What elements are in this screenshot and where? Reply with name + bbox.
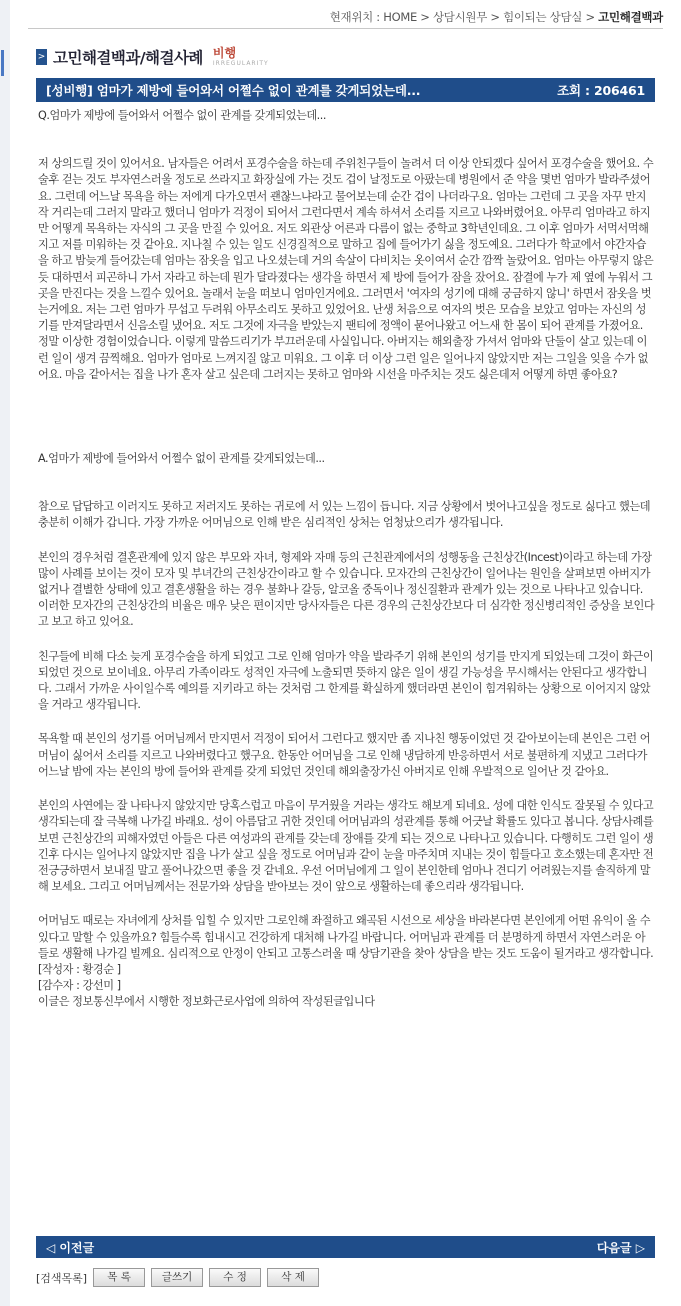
- section-header: [36, 44, 269, 70]
- article-title-bar: [36, 78, 655, 102]
- view-count: 조회 : 206461: [557, 83, 645, 98]
- prev-post-link[interactable]: ◁ 이전글: [46, 1240, 95, 1255]
- breadcrumb-current: 고민해결백과: [598, 10, 663, 24]
- question-heading: Q.엄마가 제방에 들어와서 어쩔수 없이 관계를 갖게되었는데...: [38, 109, 326, 122]
- section-title: 고민해결백과/해결사례: [53, 49, 203, 67]
- list-button[interactable]: 목 록: [93, 1268, 145, 1287]
- writer-credit: [작성자 : 황경순 ]: [38, 962, 121, 976]
- left-sidebar-strip: [0, 0, 10, 1306]
- sidebar-marker: [1, 50, 4, 76]
- answer-paragraph: 친구들에 비해 다소 늦게 포경수술을 하게 되었고 그로 인해 엄마가 약을 발라주기 위해 본인의 성기를 만지게 되었는데 그것이 화근이 되었던 것으로 보이네요. 아무리 가족이라도 성적인 자극에 노출되면 뜻하지 않은 일이 생길 가능성을 무시해서는 안된다고 생각합니다. 그래서 가까운 사이일수록 예의를 지키라고 하는 것처럼 그 한계를 확실하게 했더라면 본인이 힘겨워하는 상황으로 이어지지 않았을 거라고 생각됩니다.: [38, 649, 654, 712]
- reviewer-credit: [감수자 : 강선미 ]: [38, 979, 121, 993]
- breadcrumb-divider: [28, 28, 663, 29]
- category-en: IRREGULARITY: [212, 60, 269, 67]
- search-list-label[interactable]: [검색목록]: [36, 1271, 88, 1285]
- next-post-link[interactable]: 다음글 ▷: [596, 1240, 645, 1255]
- post-nav-bar: [36, 1236, 655, 1258]
- delete-button[interactable]: 삭 제: [267, 1268, 319, 1287]
- answer-paragraph: 본인의 사연에는 잘 나타나지 않았지만 당혹스럽고 마음이 무거웠을 거라는 생각도 해보게 되네요. 성에 대한 인식도 잘못될 수 있다고 생각되는데 잘 극복해 나가길 바래요. 성이 아름답고 귀한 것인데 어머님과의 성관계를 통해 어긋날 확률도 있다고 봅니다. 상담사례를 보면 근친상간의 피해자였던 아들은 다른 여성과의 관계를 갖는데 장애를 갖게 되는 것으로 나타나고 있습니다. 다행히도 그런 일이 생긴후 다시는 일어나지 않았지만 집을 나가 살고 싶을 정도로 어머님과 같이 눈을 마주치며 지내는 것이 힘들다고 호소했는데 혼자만 전전긍긍하면서 보내질 말고 풀어나갔으면 좋을 것 같네요. 우선 어머님에게 그 일이 본인한테 엄마나 견디기 어려웠는지를 솔직하게 말해 보세요. 그리고 어머님께서는 전문가와 상담을 받아보는 것이 앞으로 생활하는데 좋으리라 생각됩니다.: [38, 799, 654, 894]
- breadcrumb: [330, 9, 663, 25]
- action-buttons: [36, 1268, 325, 1287]
- answer-paragraph: 어머님도 때로는 자녀에게 상처를 입힐 수 있지만 그로인해 좌절하고 왜곡된 시선으로 세상을 바라본다면 본인에게 어떤 유익이 올 수 있다고 말할 수 있을까요? 힘들수록 힘내시고 건강하게 대처해 나가길 바랍니다. 어머님과 관계를 더 분명하게 하면서 자연스러운 아들로 생활해 나가길 빌께요. 심리적으로 안정이 안되고 고통스러울 때 상담기관을 찾아 상담을 받는 것도 도움이 될거라고 생각합니다.: [38, 914, 654, 960]
- answer-paragraph: 본인의 경우처럼 결혼관계에 있지 않은 부모와 자녀, 형제와 자매 등의 근친관계에서의 성행동을 근친상간(Incest)이라고 하는데 가장 많이 사례를 보이는 것이 모자 및 부녀간의 근친상간이라고 할 수 있습니다. 모자간의 근친상간이 일어나는 원인을 살펴보면 아버지가 없거나 결별한 상태에 있고 결혼생활을 하는 경우 불화나 갈등, 알코올 중독이나 정신질환과 관계가 있는 것으로 나타나고 있습니다. 이러한 모자간의 근친상간의 비율은 매우 낮은 편이지만 당사자들은 다른 경우의 근친상간보다 더 심각한 정신병리적인 증상을 보인다고 보고 하고 있어요.: [38, 550, 655, 629]
- question-body: 저 상의드릴 것이 있어서요. 남자들은 어려서 포경수술을 하는데 주위친구들이 놀려서 더 이상 안되겠다 싶어서 포경수술을 했어요. 수술후 걷는 것도 부자연스러울 정도로 쓰라지고 화장실에 가는 것도 겁이 날정도로 아팠는데 병원에서 준 약을 몇번 엄마가 발라주셨어요. 그런데 어느날 목욕을 하는 저에게 다가오면서 괜찮느냐라고 물어보는데 순간 겁이 나더라구요. 엄마는 그런데 그 곳을 자꾸 만지작 거리는데 그러지 말라고 했더니 엄마가 걱정이 되어서 그런다면서 계속 하셔서 소리를 지르고 나와버렸어요. 아무리 엄마라고 하지만 어떻게 목욕하는 자식의 그 곳을 만질 수 있어요. 저도 외관상 어른과 다름이 없는 중학교 3학년인데요. 그 이후 엄마가 서먹서먹해지고 저를 미워하는 것 같아요. 지나칠 수 있는 일도 신경질적으로 말하고 집에 들어가기 싫을 정도예요. 그러다가 학교에서 야간자습을 하고 밤늦게 들어갔는데 엄마는 잠옷을 입고 나오셨는데 거의 속살이 다비치는 옷이여서 순간 깜짝 놀랐어요. 엄마는 아무렇지 않은 듯 대하면서 피곤하니 가서 자라고 하는데 뭔가 달라졌다는 생각을 하면서 제 방에 들어가 잠을 잤어요. 잠결에 누가 제 옆에 누워서 그곳을 만진다는 것을 느낄수 있어요. 놀래서 눈을 떠보니 엄마인거에요. 그러면서 '여자의 성기에 대해 궁금하지 않니' 하면서 잠옷을 벗는거에요. 저는 그런 엄마가 무섭고 두려워 아무소리도 못하고 있었어요. 난생 처음으로 여자의 벗은 모습을 보았고 엄마는 자신의 성기를 만져달라면서 신음소릴 냈어요. 저도 그것에 자극을 받았는지 팬티에 정액이 묻어나왔고 어느새 한 몸이 되어 관계를 가졌어요. 정말 이상한 경험이었습니다. 이렇게 말씀드리기가 부끄러운데 사실입니다. 아버지는 해외출장 가셔서 엄마와 단둘이 살고 있는데 이런 일이 생겨 끔찍해요. 엄마가 엄마로 느껴지질 않고 미워요. 그 이후 더 이상 그런 일은 일어나지 않았지만 저는 그일을 잊을 수가 없어요. 마음 같아서는 집을 나가 혼자 살고 싶은데 그러지는 못하고 엄마와 시선을 마주치는 것도 싫은데저 어떻게 하면 좋아요?: [38, 157, 654, 381]
- category-label: [213, 47, 269, 67]
- source-note: 이글은 정보통신부에서 시행한 정보화근로사업에 의하여 작성된글입니다: [38, 995, 375, 1009]
- answer-paragraph: 목욕할 때 본인의 성기를 어머님께서 만지면서 걱정이 되어서 그런다고 했지만 좀 지나친 행동이었던 것 같아보이는데 본인은 그런 어머님이 싫어서 소리를 지르고 나와버렸다고 했구요. 한동안 어머님을 그로 인해 냉담하게 반응하면서 서로 불편하게 지냈고 그러다가 어느날 밤에 자는 본인의 방에 들어와 관계를 갖게 되었던 것인데 해외출장가신 아버지로 인해 우발적으로 일어난 것 같아요.: [38, 732, 651, 778]
- answer-paragraph: 참으로 답답하고 이러지도 못하고 저러지도 못하는 귀로에 서 있는 느낌이 듭니다. 지금 상황에서 벗어나고싶을 정도로 싫다고 했는데 충분히 이해가 갑니다. 가장 가까운 어머님으로 인해 받은 심리적인 상처는 엄청났으리가 생각됩니다.: [38, 500, 651, 530]
- breadcrumb-path[interactable]: 현재위치 : HOME > 상담시원무 > 힘이되는 상담실 >: [329, 10, 599, 24]
- article-content: [38, 108, 655, 1011]
- edit-button[interactable]: 수 정: [209, 1268, 261, 1287]
- answer-heading: A.엄마가 제방에 들어와서 어쩔수 없이 관계를 갖게되었는데...: [38, 452, 325, 466]
- write-button[interactable]: 글쓰기: [151, 1268, 203, 1287]
- category-ko: 비행: [212, 46, 237, 60]
- article-title: [성비행] 엄마가 제방에 들어와서 어쩔수 없이 관계를 갖게되었는데...: [46, 83, 421, 98]
- chevron-right-icon: >: [36, 49, 47, 65]
